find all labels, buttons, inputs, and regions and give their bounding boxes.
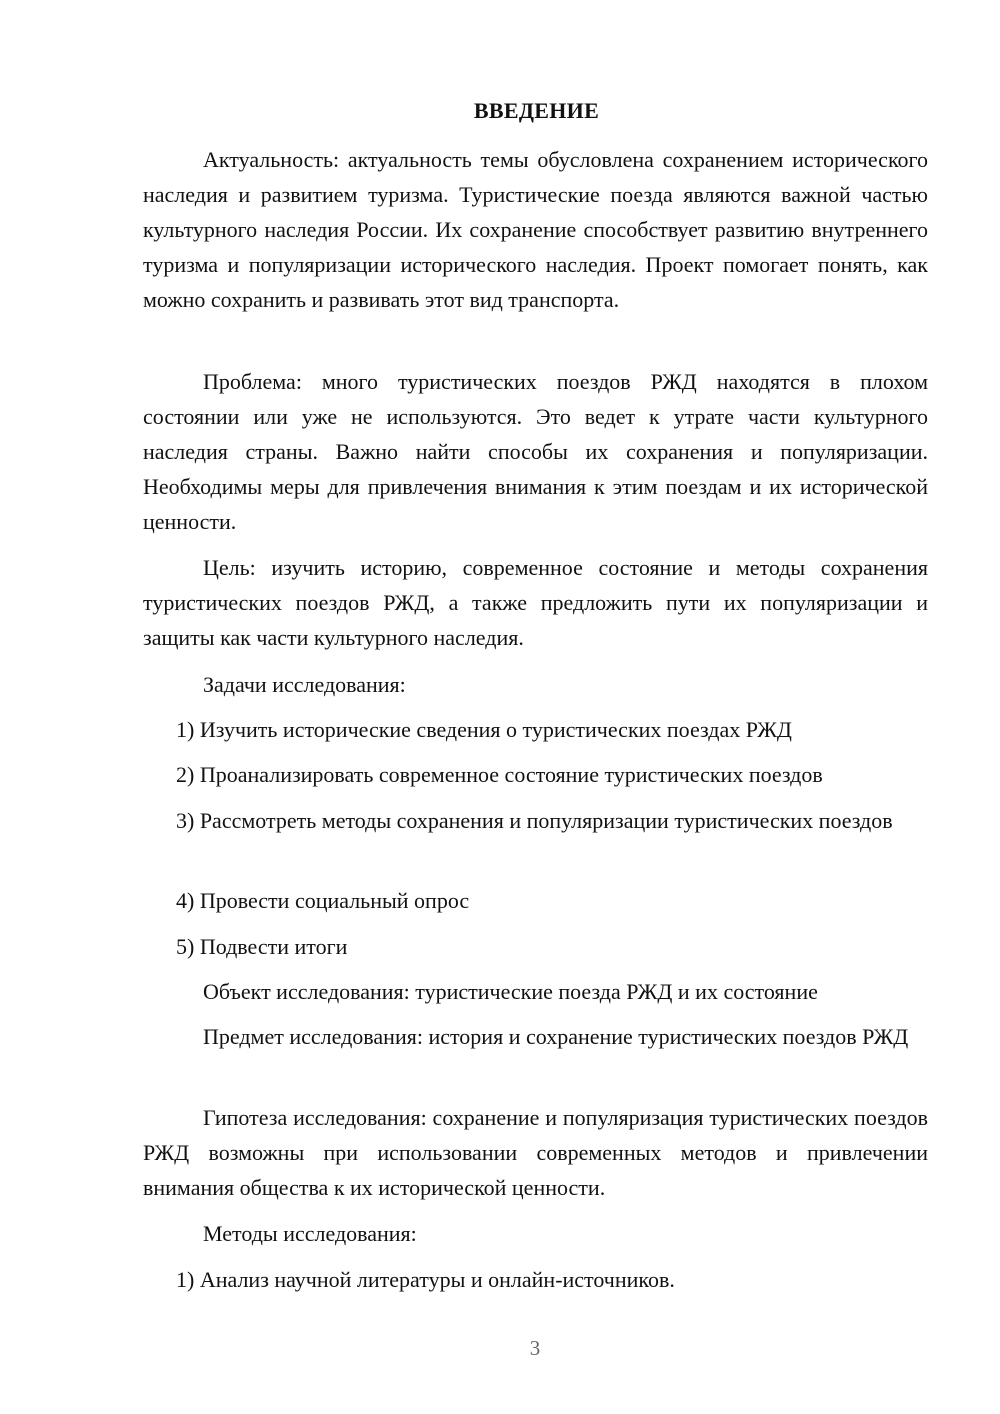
task-item-1: 1) Изучить исторические сведения о туристических поездах РЖД [176, 717, 792, 742]
paragraph-problem: Проблема: много туристических поездов РЖД находятся в плохом состоянии или уже не используются. Это ведет к утрате части культурного наследия страны. Важно найти способы их сохранения и популяризации. Необходимы меры для привлечения внимания к этим поездам и их исторической ценности. [143, 369, 928, 534]
paragraph-hypothesis: Гипотеза исследования: сохранение и популяризация туристических поездов РЖД возможны при использовании современных методов и привлечении внимания общества к их исторической ценности. [143, 1105, 928, 1200]
paragraph-goal: Цель: изучить историю, современное состояние и методы сохранения туристических поездов РЖД, а также предложить пути их популяризации и защиты как части культурного наследия. [143, 555, 928, 650]
task-item-5: 5) Подвести итоги [176, 934, 348, 959]
method-item-1: 1) Анализ научной литературы и онлайн-источников. [176, 1267, 675, 1292]
tasks-heading: Задачи исследования: [203, 672, 406, 697]
methods-heading: Методы исследования: [203, 1221, 417, 1246]
paragraph-object: Объект исследования: туристические поезда РЖД и их состояние [203, 979, 818, 1004]
page-number: 3 [529, 1336, 541, 1360]
paragraph-relevance: Актуальность: актуальность темы обусловлена сохранением исторического наследия и развитием туризма. Туристические поезда являются важной частью культурного наследия России. Их сохранение способствует развитию внутреннего туризма и популяризации исторического наследия. Проект помогает понять, как можно сохранить и развивать этот вид транспорта. [143, 147, 928, 312]
task-item-3: 3) Рассмотреть методы сохранения и популяризации туристических поездов [176, 808, 893, 833]
task-item-4: 4) Провести социальный опрос [176, 888, 470, 913]
task-item-2: 2) Проанализировать современное состояние туристических поездов [176, 762, 823, 787]
paragraph-subject: Предмет исследования: история и сохранение туристических поездов РЖД [203, 1024, 909, 1049]
page-title: ВВЕДЕНИЕ [473, 98, 600, 123]
